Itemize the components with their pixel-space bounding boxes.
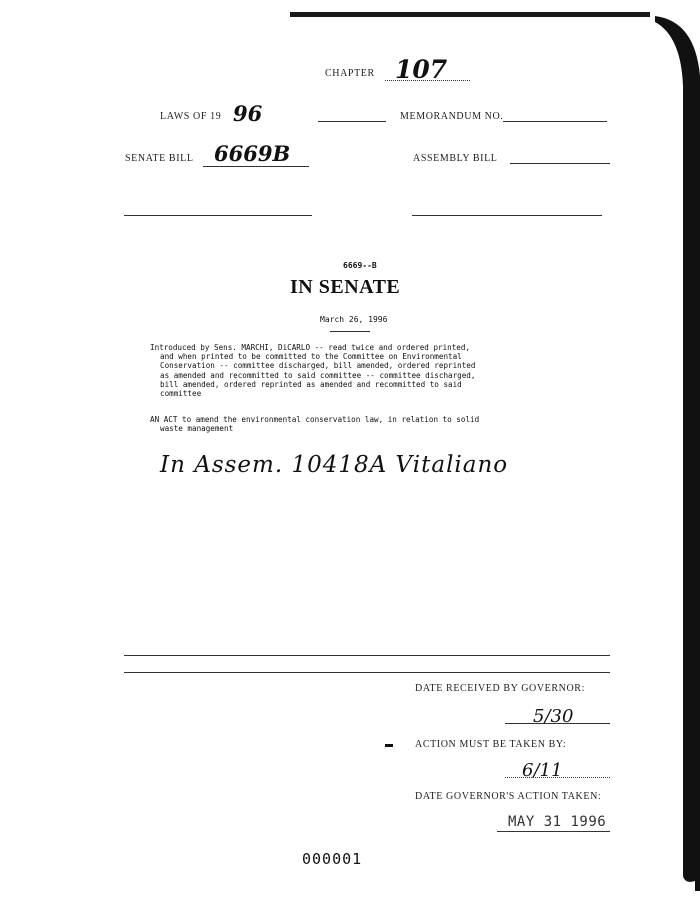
date-rule bbox=[330, 331, 370, 332]
action-deadline-line bbox=[505, 777, 610, 778]
intro-line: and when printed to be committed to the Committee on Environmental bbox=[160, 352, 462, 362]
dash-mark bbox=[385, 744, 393, 747]
action-deadline-label: ACTION MUST BE TAKEN BY: bbox=[415, 739, 567, 750]
memorandum-label: MEMORANDUM NO. bbox=[400, 111, 504, 122]
intro-line: bill amended, ordered reprinted as amended and recommitted to said bbox=[160, 379, 462, 389]
laws-suffix-line bbox=[318, 121, 386, 122]
date-received-label: DATE RECEIVED BY GOVERNOR: bbox=[415, 683, 585, 694]
act-line: AN ACT to amend the environmental conservation law, in relation to solid bbox=[150, 415, 480, 424]
scan-right-edge bbox=[655, 16, 700, 891]
laws-label: LAWS OF 19 bbox=[160, 111, 222, 122]
blank-line-left bbox=[124, 215, 312, 216]
page-number: 000001 bbox=[302, 850, 363, 868]
memorandum-line bbox=[503, 121, 607, 122]
assembly-bill-line bbox=[510, 163, 610, 164]
senate-bill-line bbox=[203, 166, 309, 167]
chapter-value: 107 bbox=[395, 55, 448, 84]
section-divider-2 bbox=[124, 672, 610, 673]
laws-value: 96 bbox=[233, 101, 263, 126]
action-deadline-value: 6/11 bbox=[522, 760, 563, 781]
introduction-paragraph bbox=[150, 343, 580, 398]
action-taken-label: DATE GOVERNOR'S ACTION TAKEN: bbox=[415, 791, 602, 802]
scan-top-edge bbox=[290, 12, 650, 17]
section-divider-1 bbox=[124, 655, 610, 656]
chapter-line bbox=[385, 80, 470, 81]
assembly-bill-label: ASSEMBLY BILL bbox=[413, 153, 498, 164]
handwritten-assembly-note: In Assem. 10418A Vitaliano bbox=[160, 452, 509, 478]
action-taken-line bbox=[497, 831, 610, 832]
senate-bill-label: SENATE BILL bbox=[125, 153, 194, 164]
date-received-value: 5/30 bbox=[533, 706, 574, 727]
date-received-line bbox=[505, 723, 610, 724]
act-title bbox=[150, 415, 580, 433]
chamber-heading: IN SENATE bbox=[290, 276, 401, 298]
action-taken-stamp: MAY 31 1996 bbox=[508, 814, 607, 830]
intro-line: as amended and recommitted to said committee -- committee discharged, bbox=[160, 370, 476, 380]
senate-bill-value: 6669B bbox=[214, 141, 291, 166]
intro-line: committee bbox=[160, 389, 202, 399]
intro-line: Introduced by Sens. MARCHI, DiCARLO -- read twice and ordered printed, bbox=[150, 343, 471, 352]
bill-number: 6669--B bbox=[343, 261, 377, 270]
blank-line-right bbox=[412, 215, 602, 216]
intro-line: Conservation -- committee discharged, bill amended, ordered reprinted bbox=[160, 361, 476, 371]
bill-date: March 26, 1996 bbox=[320, 315, 388, 324]
act-line: waste management bbox=[160, 424, 234, 434]
chapter-label: CHAPTER bbox=[325, 68, 375, 79]
